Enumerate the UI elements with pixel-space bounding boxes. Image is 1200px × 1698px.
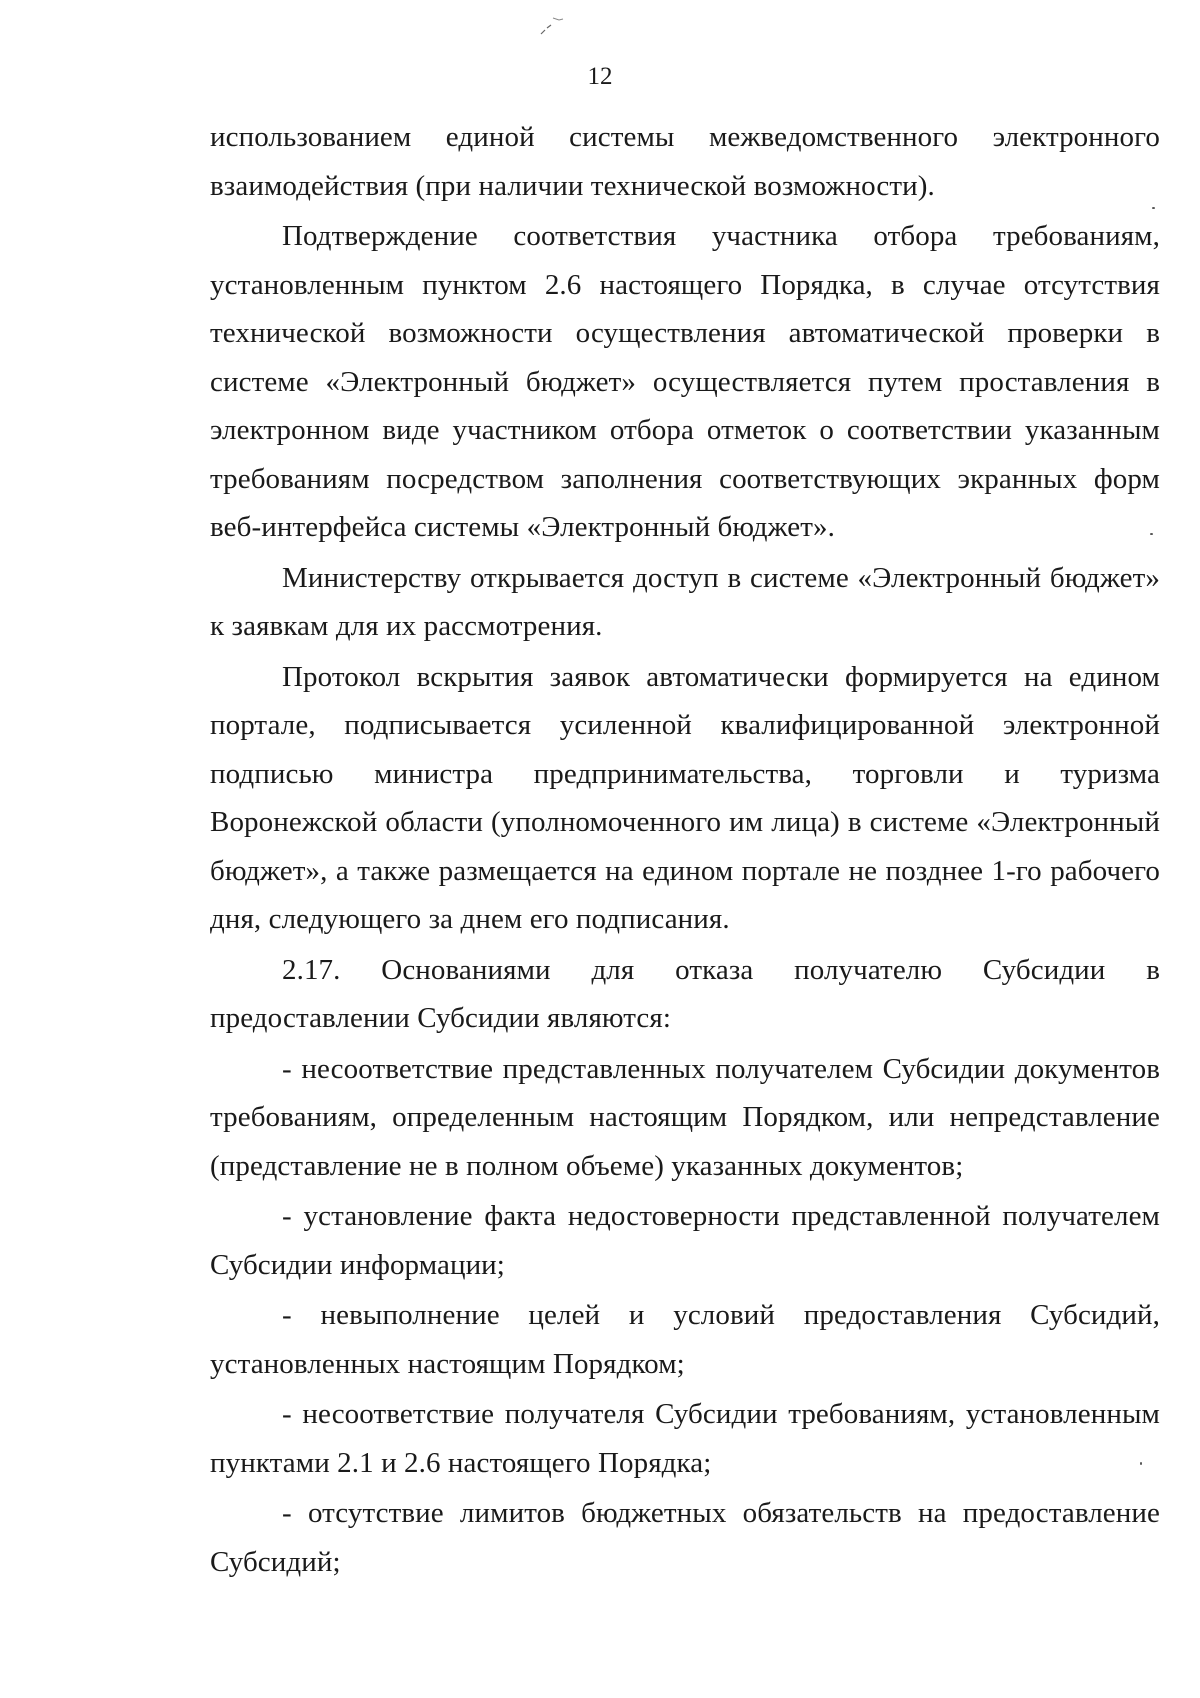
scan-speck bbox=[1140, 1462, 1142, 1465]
paragraph: Министерству открывается доступ в системе «Электронный бюджет» к заявкам для их рассмотрения. bbox=[210, 561, 1160, 642]
list-item: - невыполнение целей и условий предоставления Субсидий, установленных настоящим Порядком; bbox=[210, 1299, 1160, 1380]
paragraph: Подтверждение соответствия участника отбора требованиям, установленным пунктом 2.6 настоящего Порядка, в случае отсутствия технической возможности осуществления автоматической проверки в системе «Электронный бюджет» осуществляется путем проставления в электронном виде участником отбора отметок о соответствии указанным требованиям посредством заполнения соответствующих экранных форм веб-интерфейса системы «Электронный бюджет». bbox=[210, 220, 1160, 543]
paragraph: 2.17. Основаниями для отказа получателю Субсидии в предоставлении Субсидии являются: bbox=[210, 953, 1160, 1034]
document-body bbox=[210, 113, 1160, 1586]
list-item: - несоответствие получателя Субсидии требованиям, установленным пунктами 2.1 и 2.6 настоящего Порядка; bbox=[210, 1398, 1160, 1479]
list-item: - отсутствие лимитов бюджетных обязательств на предоставление Субсидий; bbox=[210, 1497, 1160, 1578]
list-item: - несоответствие представленных получателем Субсидии документов требованиям, определенным настоящим Порядком, или непредставление (представление не в полном объеме) указанных документов; bbox=[210, 1052, 1160, 1182]
scan-artifact-icon bbox=[535, 14, 565, 38]
page-number: 12 bbox=[587, 63, 613, 90]
scan-speck bbox=[1150, 533, 1153, 535]
list-item: - установление факта недостоверности представленной получателем Субсидии информации; bbox=[210, 1200, 1160, 1281]
paragraph: использованием единой системы межведомственного электронного взаимодействия (при наличии технической возможности). bbox=[210, 121, 1160, 202]
scan-speck bbox=[1152, 207, 1155, 209]
paragraph: Протокол вскрытия заявок автоматически формируется на едином портале, подписывается усиленной квалифицированной электронной подписью министра предпринимательства, торговли и туризма Воронежской области (уполномоченного им лица) в системе «Электронный бюджет», а также размещается на едином портале не позднее 1-го рабочего дня, следующего за днем его подписания. bbox=[210, 660, 1160, 935]
